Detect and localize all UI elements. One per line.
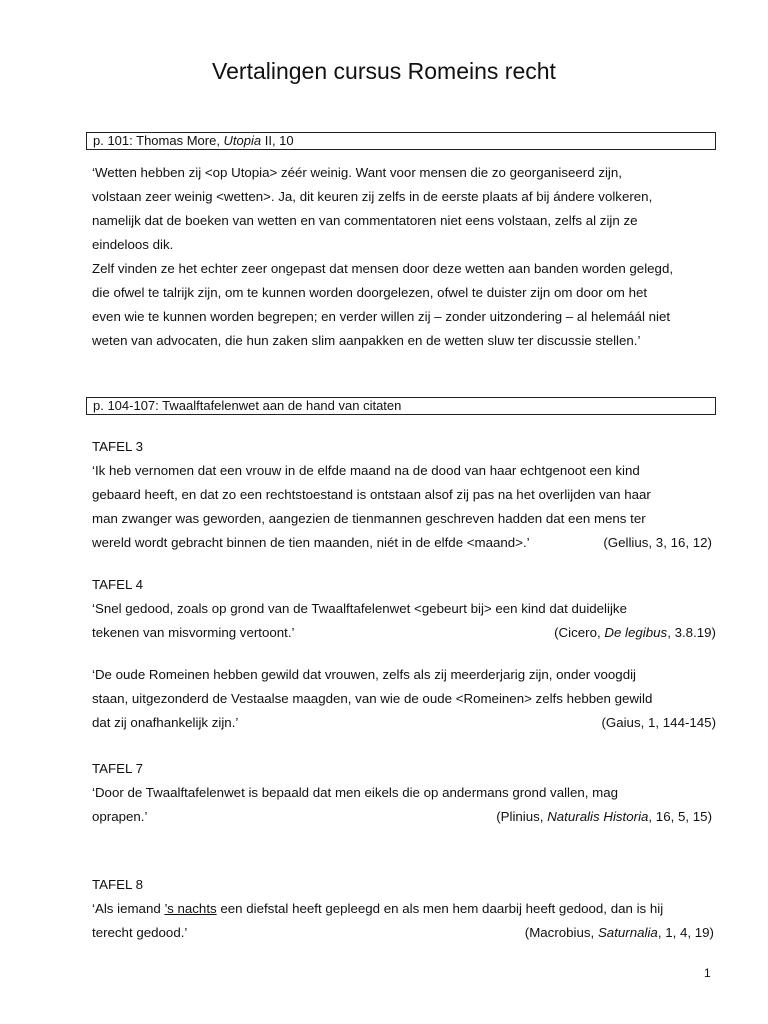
text-line: ‘Door de Twaalftafelenwet is bepaald dat men eikels die op andermans grond vallen, mag [92, 785, 619, 800]
tafel-4-quote-2 [92, 663, 716, 735]
quote-end: wereld wordt gebracht binnen de tien maanden, niét in de elfde <maand>.’ [92, 535, 530, 550]
box-italic: Utopia [223, 133, 262, 148]
citation-text: (Plinius, [496, 809, 548, 824]
text-line [92, 711, 716, 735]
text-segment: een diefstal heeft gepleegd en als men hem daarbij heeft gedood, dan is hij [216, 901, 664, 916]
citation-text: , 3.8.19) [667, 625, 716, 640]
text-line: eindeloos dik. [92, 237, 174, 252]
quote-end: dat zij onafhankelijk zijn.’ [92, 715, 239, 730]
tafel-3-quote [92, 459, 716, 555]
tafel-4-quote-1 [92, 597, 716, 645]
text-line: weten van advocaten, die hun zaken slim aanpakken en de wetten sluw ter discussie stellen.’ [92, 333, 641, 348]
text-line: staan, uitgezonderd de Vestaalse maagden, van wie de oude <Romeinen> zelfs hebben gewild [92, 691, 653, 706]
citation-text: (Cicero, [554, 625, 605, 640]
text-line: ‘Ik heb vernomen dat een vrouw in de elfde maand na de dood van haar echtgenoot een kind [92, 463, 640, 478]
citation-work: Saturnalia [597, 925, 658, 940]
section-box-twaalftafelenwet: p. 104-107: Twaalftafelenwet aan de hand van citaten [86, 397, 716, 415]
citation-work: De legibus [604, 625, 668, 640]
text-line: man zwanger was geworden, aangezien de tienmannen geschreven hadden dat een mens ter [92, 511, 646, 526]
quote-end: terecht gedood.’ [92, 925, 188, 940]
citation: (Gaius, 1, 144-145) [601, 715, 716, 730]
citation-work: Naturalis Historia [547, 809, 649, 824]
citation-text: , 1, 4, 19) [657, 925, 714, 940]
text-line [92, 621, 716, 645]
text-segment: ‘Als iemand [92, 901, 165, 916]
text-line [92, 805, 716, 829]
tafel-8-heading: TAFEL 8 [92, 877, 143, 892]
citation-text: (Macrobius, [524, 925, 598, 940]
underlined-text: ’s nachts [164, 901, 217, 916]
text-line [92, 897, 716, 921]
box-text: II, 10 [261, 133, 294, 148]
citation [525, 921, 714, 945]
text-line: even wie te kunnen worden begrepen; en verder willen zij – zonder uitzondering – al helemáál niet [92, 309, 671, 324]
text-line: die ofwel te talrijk zijn, om te kunnen worden doorgelezen, ofwel te duister zijn om door om het [92, 285, 648, 300]
text-line [92, 921, 716, 945]
text-line: ‘De oude Romeinen hebben gewild dat vrouwen, zelfs als zij meerderjarig zijn, onder voogdij [92, 667, 636, 682]
quote-end: oprapen.’ [92, 809, 148, 824]
text-line [92, 531, 716, 555]
tafel-7-heading: TAFEL 7 [92, 761, 143, 776]
text-line: Zelf vinden ze het echter zeer ongepast dat mensen door deze wetten aan banden worden gelegd, [92, 261, 674, 276]
text-line: namelijk dat de boeken van wetten en van commentatoren niet eens volstaan, zelfs al zijn ze [92, 213, 638, 228]
quote-end: tekenen van misvorming vertoont.’ [92, 625, 295, 640]
citation [496, 805, 712, 829]
tafel-3-heading: TAFEL 3 [92, 439, 143, 454]
citation-text: , 16, 5, 15) [648, 809, 712, 824]
tafel-7-quote [92, 781, 716, 829]
text-line: volstaan zeer weinig <wetten>. Ja, dit keuren zij zelfs in de eerste plaats af bij ándere volkeren, [92, 189, 653, 204]
citation: (Gellius, 3, 16, 12) [603, 535, 712, 550]
tafel-4-heading: TAFEL 4 [92, 577, 143, 592]
utopia-quote [92, 161, 716, 353]
citation [554, 621, 716, 645]
text-line: ‘Snel gedood, zoals op grond van de Twaalftafelenwet <gebeurt bij> een kind dat duidelijke [92, 601, 627, 616]
text-line: gebaard heeft, en dat zo een rechtstoestand is ontstaan alsof zij pas na het overlijden van haar [92, 487, 651, 502]
document-title: Vertalingen cursus Romeins recht [212, 58, 556, 84]
section-box-utopia [86, 132, 716, 150]
page-number: 1 [704, 966, 711, 980]
tafel-8-quote [92, 897, 716, 945]
text-line: ‘Wetten hebben zij <op Utopia> zéér weinig. Want voor mensen die zo georganiseerd zijn, [92, 165, 622, 180]
box-text: p. 101: Thomas More, [93, 133, 224, 148]
